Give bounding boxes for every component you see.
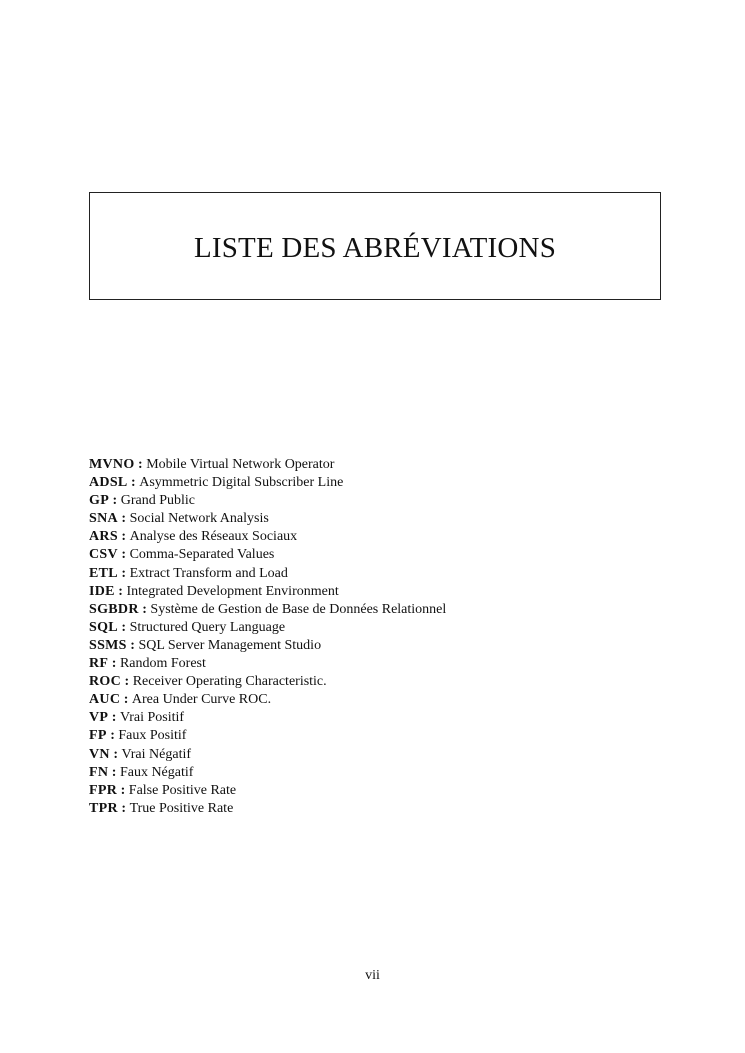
abbreviation-separator: :: [117, 511, 130, 527]
abbreviation-separator: :: [138, 601, 151, 617]
abbreviation-item: [89, 474, 689, 492]
abbreviation-item: [89, 691, 689, 709]
abbreviation-item: [89, 565, 689, 583]
page-title: LISTE DES ABRÉVIATIONS: [193, 231, 557, 264]
abbreviation-item: [89, 655, 689, 673]
abbreviation-separator: :: [106, 728, 119, 744]
abbreviation-item: [89, 510, 689, 528]
abbreviation-key: GP: [89, 493, 110, 509]
abbreviation-key: SGBDR: [89, 601, 139, 617]
abbreviation-item: [89, 528, 689, 546]
abbreviation-definition: Système de Gestion de Base de Données Relationnel: [150, 601, 447, 617]
abbreviation-separator: :: [114, 583, 127, 599]
abbreviation-separator: :: [108, 764, 120, 780]
abbreviation-item: [89, 456, 689, 474]
abbreviation-item: [89, 637, 689, 655]
abbreviation-item: [89, 764, 689, 782]
abbreviation-definition: Mobile Virtual Network Operator: [146, 457, 335, 472]
abbreviation-separator: :: [109, 493, 121, 509]
abbreviation-separator: :: [117, 547, 130, 563]
abbreviation-separator: :: [127, 475, 140, 491]
abbreviation-separator: :: [108, 656, 120, 672]
abbreviation-key: ETL: [89, 565, 118, 581]
abbreviation-key: VN: [89, 746, 110, 762]
abbreviation-definition: Grand Public: [120, 493, 195, 509]
abbreviation-key: ADSL: [89, 475, 128, 491]
abbreviation-item: [89, 583, 689, 601]
abbreviation-definition: Area Under Curve ROC.: [131, 692, 272, 708]
abbreviation-definition: Faux Négatif: [119, 764, 194, 780]
abbreviation-definition: Comma-Separated Values: [129, 547, 275, 563]
abbreviation-list: [89, 456, 689, 818]
abbreviation-definition: Structured Query Language: [129, 619, 286, 635]
abbreviation-item: [89, 673, 689, 691]
abbreviation-definition: Receiver Operating Characteristic.: [132, 674, 327, 690]
abbreviation-separator: :: [108, 710, 120, 726]
abbreviation-definition: Faux Positif: [118, 728, 187, 744]
abbreviation-separator: :: [120, 692, 132, 708]
abbreviation-definition: Extract Transform and Load: [129, 565, 288, 581]
abbreviation-definition: Random Forest: [119, 656, 206, 672]
abbreviation-separator: :: [117, 619, 130, 635]
abbreviation-definition: Vrai Positif: [119, 710, 185, 726]
abbreviation-key: ARS: [89, 529, 118, 545]
page-number: vii: [365, 968, 380, 983]
abbreviation-item: [89, 619, 689, 637]
abbreviation-separator: :: [117, 782, 129, 798]
abbreviation-key: SQL: [89, 619, 118, 635]
abbreviation-separator: :: [126, 637, 139, 653]
abbreviation-item: [89, 601, 689, 619]
abbreviation-definition: Integrated Development Environment: [126, 583, 339, 599]
abbreviation-separator: :: [117, 565, 130, 581]
title-frame: [89, 192, 661, 300]
abbreviation-key: AUC: [89, 692, 121, 708]
abbreviation-item: [89, 492, 689, 510]
abbreviation-definition: False Positive Rate: [128, 782, 237, 798]
abbreviation-key: RF: [89, 656, 109, 672]
abbreviation-key: VP: [89, 710, 109, 726]
abbreviation-key: IDE: [89, 583, 115, 599]
abbreviation-key: FP: [89, 728, 107, 744]
abbreviation-definition: SQL Server Management Studio: [138, 637, 322, 653]
abbreviation-key: SSMS: [89, 637, 127, 653]
abbreviation-separator: :: [117, 800, 130, 816]
abbreviation-key: ROC: [89, 674, 122, 690]
abbreviation-item: [89, 746, 689, 764]
abbreviation-key: SNA: [89, 511, 118, 527]
abbreviation-definition: Social Network Analysis: [129, 511, 269, 527]
abbreviation-separator: :: [117, 529, 130, 545]
abbreviation-key: FPR: [89, 782, 118, 798]
abbreviation-key: FN: [89, 764, 109, 780]
abbreviation-definition: Asymmetric Digital Subscriber Line: [139, 475, 344, 491]
abbreviation-item: [89, 800, 689, 818]
abbreviation-separator: :: [121, 674, 133, 690]
abbreviation-item: [89, 709, 689, 727]
abbreviation-key: TPR: [89, 800, 118, 816]
abbreviation-key: CSV: [89, 547, 118, 563]
abbreviation-key: MVNO: [89, 457, 135, 472]
abbreviation-item: [89, 782, 689, 800]
abbreviation-definition: True Positive Rate: [129, 800, 234, 816]
abbreviation-item: [89, 727, 689, 745]
abbreviation-separator: :: [134, 457, 147, 472]
abbreviation-separator: :: [109, 746, 122, 762]
abbreviation-definition: Analyse des Réseaux Sociaux: [129, 529, 298, 545]
abbreviation-definition: Vrai Négatif: [121, 746, 192, 762]
abbreviation-item: [89, 546, 689, 564]
